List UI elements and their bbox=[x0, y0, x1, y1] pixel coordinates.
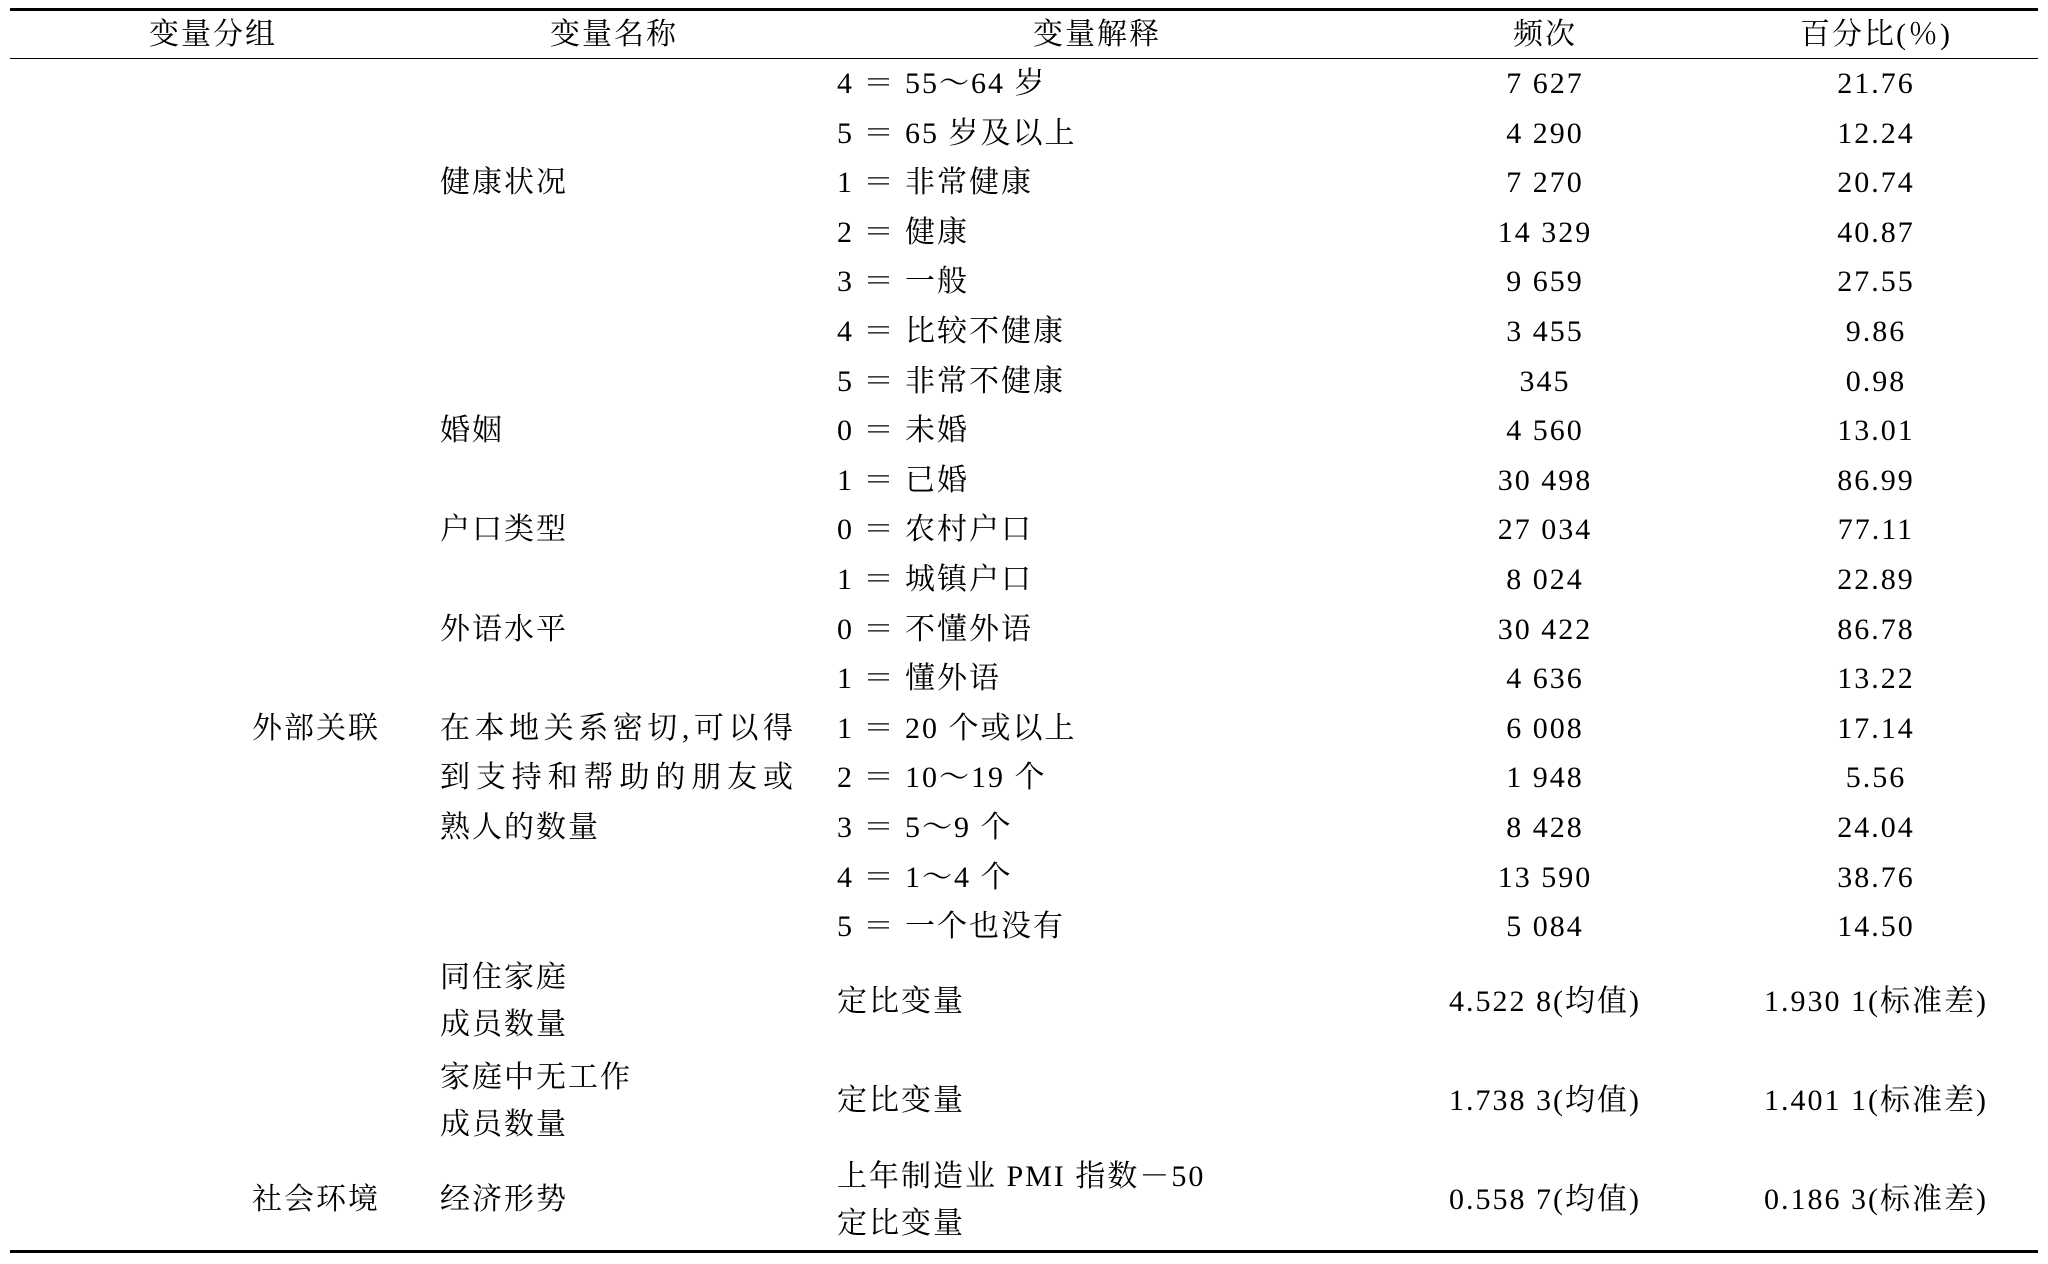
variable-explanation-line: 1 ＝ 非常健康 bbox=[837, 166, 1033, 200]
variable-group-cell: 外部关联 bbox=[252, 711, 380, 745]
variable-name-line: 熟人的数量 bbox=[440, 810, 600, 844]
header-frequency: 频次 bbox=[1513, 18, 1577, 51]
table-row bbox=[10, 208, 2038, 258]
table-body bbox=[10, 59, 2038, 1250]
table-row bbox=[10, 853, 2038, 903]
frequency-cell: 30 498 bbox=[1497, 463, 1593, 497]
variable-name-line: 户口类型 bbox=[440, 513, 568, 547]
table-row bbox=[10, 1051, 2038, 1150]
table-row bbox=[10, 902, 2038, 952]
variable-name-line: 外语水平 bbox=[440, 612, 568, 646]
variable-name-line: 到支持和帮助的朋友或 bbox=[440, 761, 793, 795]
percent-cell: 12.24 bbox=[1837, 116, 1915, 150]
variable-name-line: 婚姻 bbox=[440, 414, 504, 448]
variable-explanation-line: 2 ＝ 10～19 个 bbox=[837, 761, 1047, 795]
header-variable-explanation: 变量解释 bbox=[1033, 18, 1161, 51]
frequency-cell: 8 428 bbox=[1506, 810, 1584, 844]
table-header-row bbox=[10, 11, 2038, 59]
frequency-cell: 7 270 bbox=[1506, 166, 1584, 200]
table-row bbox=[10, 456, 2038, 506]
table-row bbox=[10, 555, 2038, 605]
frequency-cell: 30 422 bbox=[1497, 612, 1593, 646]
variable-explanation-cell bbox=[837, 803, 1357, 853]
frequency-cell: 3 455 bbox=[1506, 314, 1584, 348]
variable-group-cell: 社会环境 bbox=[252, 1183, 380, 1217]
variable-explanation-line: 5 ＝ 一个也没有 bbox=[837, 910, 1065, 944]
frequency-cell: 9 659 bbox=[1506, 265, 1584, 299]
frequency-cell: 27 034 bbox=[1497, 513, 1593, 547]
table-row bbox=[10, 59, 2038, 109]
percent-cell: 0.186 3(标准差) bbox=[1764, 1183, 1988, 1217]
variable-explanation-cell bbox=[837, 505, 1357, 555]
table-row bbox=[10, 109, 2038, 159]
variable-explanation-line: 定比变量 bbox=[837, 984, 965, 1018]
variable-name-line: 在本地关系密切,可以得 bbox=[440, 711, 793, 745]
frequency-cell: 13 590 bbox=[1497, 860, 1593, 894]
variable-explanation-cell bbox=[837, 109, 1357, 159]
variable-name-line: 经济形势 bbox=[440, 1183, 568, 1217]
percent-cell: 20.74 bbox=[1837, 166, 1915, 200]
percent-cell: 86.99 bbox=[1837, 463, 1915, 497]
variable-explanation-cell bbox=[837, 357, 1357, 407]
variable-name-cell bbox=[440, 1051, 800, 1150]
table-row bbox=[10, 1150, 2038, 1249]
variable-explanation-cell bbox=[837, 1150, 1357, 1249]
variable-name-cell bbox=[440, 1150, 800, 1249]
table-row bbox=[10, 505, 2038, 555]
variable-explanation-cell bbox=[837, 753, 1357, 803]
table-row bbox=[10, 753, 2038, 803]
table-row bbox=[10, 307, 2038, 357]
percent-cell: 9.86 bbox=[1845, 314, 1907, 348]
frequency-cell: 4 636 bbox=[1506, 662, 1584, 696]
percent-cell: 0.98 bbox=[1845, 364, 1907, 398]
variable-explanation-line: 5 ＝ 65 岁及以上 bbox=[837, 116, 1077, 150]
variable-explanation-line: 4 ＝ 55～64 岁 bbox=[837, 67, 1047, 100]
header-variable-name: 变量名称 bbox=[550, 18, 678, 51]
variable-explanation-line: 1 ＝ 20 个或以上 bbox=[837, 711, 1077, 745]
variable-explanation-line: 0 ＝ 不懂外语 bbox=[837, 612, 1033, 646]
variable-explanation-line: 3 ＝ 一般 bbox=[837, 265, 969, 299]
table-row bbox=[10, 257, 2038, 307]
variable-explanation-line: 5 ＝ 非常不健康 bbox=[837, 364, 1065, 398]
table-row bbox=[10, 158, 2038, 208]
variable-name-cell bbox=[440, 605, 800, 655]
variable-explanation-line: 1 ＝ 已婚 bbox=[837, 463, 969, 497]
header-variable-group: 变量分组 bbox=[149, 18, 277, 51]
variable-explanation-cell bbox=[837, 952, 1357, 1051]
variable-explanation-line: 1 ＝ 城镇户口 bbox=[837, 562, 1033, 596]
variable-explanation-cell bbox=[837, 456, 1357, 506]
frequency-cell: 5 084 bbox=[1506, 910, 1584, 944]
header-percent: 百分比(％) bbox=[1800, 18, 1952, 51]
percent-cell: 38.76 bbox=[1837, 860, 1915, 894]
frequency-cell: 4.522 8(均值) bbox=[1449, 984, 1641, 1018]
variable-explanation-cell bbox=[837, 1051, 1357, 1150]
variable-explanation-line: 0 ＝ 未婚 bbox=[837, 414, 969, 448]
variable-explanation-line: 定比变量 bbox=[837, 1206, 965, 1240]
percent-cell: 22.89 bbox=[1837, 562, 1915, 596]
variable-explanation-cell bbox=[837, 555, 1357, 605]
variable-name-line: 健康状况 bbox=[440, 166, 568, 200]
table-row bbox=[10, 605, 2038, 655]
percent-cell: 24.04 bbox=[1837, 810, 1915, 844]
variable-explanation-line: 4 ＝ 比较不健康 bbox=[837, 314, 1065, 348]
variable-explanation-cell bbox=[837, 158, 1357, 208]
statistics-table bbox=[10, 8, 2038, 1253]
variable-explanation-cell bbox=[837, 257, 1357, 307]
variable-name-cell bbox=[440, 406, 800, 456]
table-row bbox=[10, 654, 2038, 704]
variable-name-line: 成员数量 bbox=[440, 1008, 568, 1042]
variable-explanation-cell bbox=[837, 208, 1357, 258]
table-row bbox=[10, 357, 2038, 407]
percent-cell: 86.78 bbox=[1837, 612, 1915, 646]
variable-explanation-cell bbox=[837, 59, 1357, 109]
percent-cell: 1.401 1(标准差) bbox=[1764, 1084, 1988, 1118]
percent-cell: 17.14 bbox=[1837, 711, 1915, 745]
variable-explanation-cell bbox=[837, 654, 1357, 704]
variable-name-cell bbox=[440, 704, 800, 844]
frequency-cell: 4 290 bbox=[1506, 116, 1584, 150]
frequency-cell: 1.738 3(均值) bbox=[1449, 1084, 1641, 1118]
variable-explanation-line: 0 ＝ 农村户口 bbox=[837, 513, 1033, 547]
variable-explanation-line: 2 ＝ 健康 bbox=[837, 215, 969, 249]
table-row bbox=[10, 406, 2038, 456]
frequency-cell: 4 560 bbox=[1506, 414, 1584, 448]
variable-name-cell bbox=[440, 158, 800, 208]
variable-explanation-line: 定比变量 bbox=[837, 1084, 965, 1118]
frequency-cell: 14 329 bbox=[1497, 215, 1593, 249]
table-row bbox=[10, 803, 2038, 853]
variable-explanation-cell bbox=[837, 307, 1357, 357]
table-row bbox=[10, 952, 2038, 1051]
percent-cell: 5.56 bbox=[1845, 761, 1907, 795]
percent-cell: 77.11 bbox=[1837, 513, 1915, 547]
variable-explanation-line: 3 ＝ 5～9 个 bbox=[837, 810, 1013, 844]
frequency-cell: 1 948 bbox=[1506, 761, 1584, 795]
variable-name-cell bbox=[440, 952, 800, 1051]
percent-cell: 1.930 1(标准差) bbox=[1764, 984, 1988, 1018]
variable-explanation-line: 1 ＝ 懂外语 bbox=[837, 662, 1001, 696]
variable-name-line: 家庭中无工作 bbox=[440, 1060, 632, 1094]
percent-cell: 14.50 bbox=[1837, 910, 1915, 944]
variable-name-cell bbox=[440, 505, 800, 555]
percent-cell: 13.22 bbox=[1837, 662, 1915, 696]
frequency-cell: 345 bbox=[1519, 364, 1571, 398]
percent-cell: 21.76 bbox=[1837, 67, 1915, 100]
frequency-cell: 7 627 bbox=[1506, 67, 1584, 100]
percent-cell: 40.87 bbox=[1837, 215, 1915, 249]
variable-explanation-cell bbox=[837, 704, 1357, 754]
variable-explanation-line: 上年制造业 PMI 指数－50 bbox=[837, 1159, 1206, 1193]
percent-cell: 13.01 bbox=[1837, 414, 1915, 448]
variable-explanation-cell bbox=[837, 853, 1357, 903]
variable-explanation-line: 4 ＝ 1～4 个 bbox=[837, 860, 1013, 894]
variable-name-line: 同住家庭 bbox=[440, 961, 568, 995]
frequency-cell: 8 024 bbox=[1506, 562, 1584, 596]
frequency-cell: 0.558 7(均值) bbox=[1449, 1183, 1641, 1217]
variable-explanation-cell bbox=[837, 902, 1357, 952]
variable-explanation-cell bbox=[837, 605, 1357, 655]
variable-explanation-cell bbox=[837, 406, 1357, 456]
variable-name-line: 成员数量 bbox=[440, 1107, 568, 1141]
frequency-cell: 6 008 bbox=[1506, 711, 1584, 745]
percent-cell: 27.55 bbox=[1837, 265, 1915, 299]
